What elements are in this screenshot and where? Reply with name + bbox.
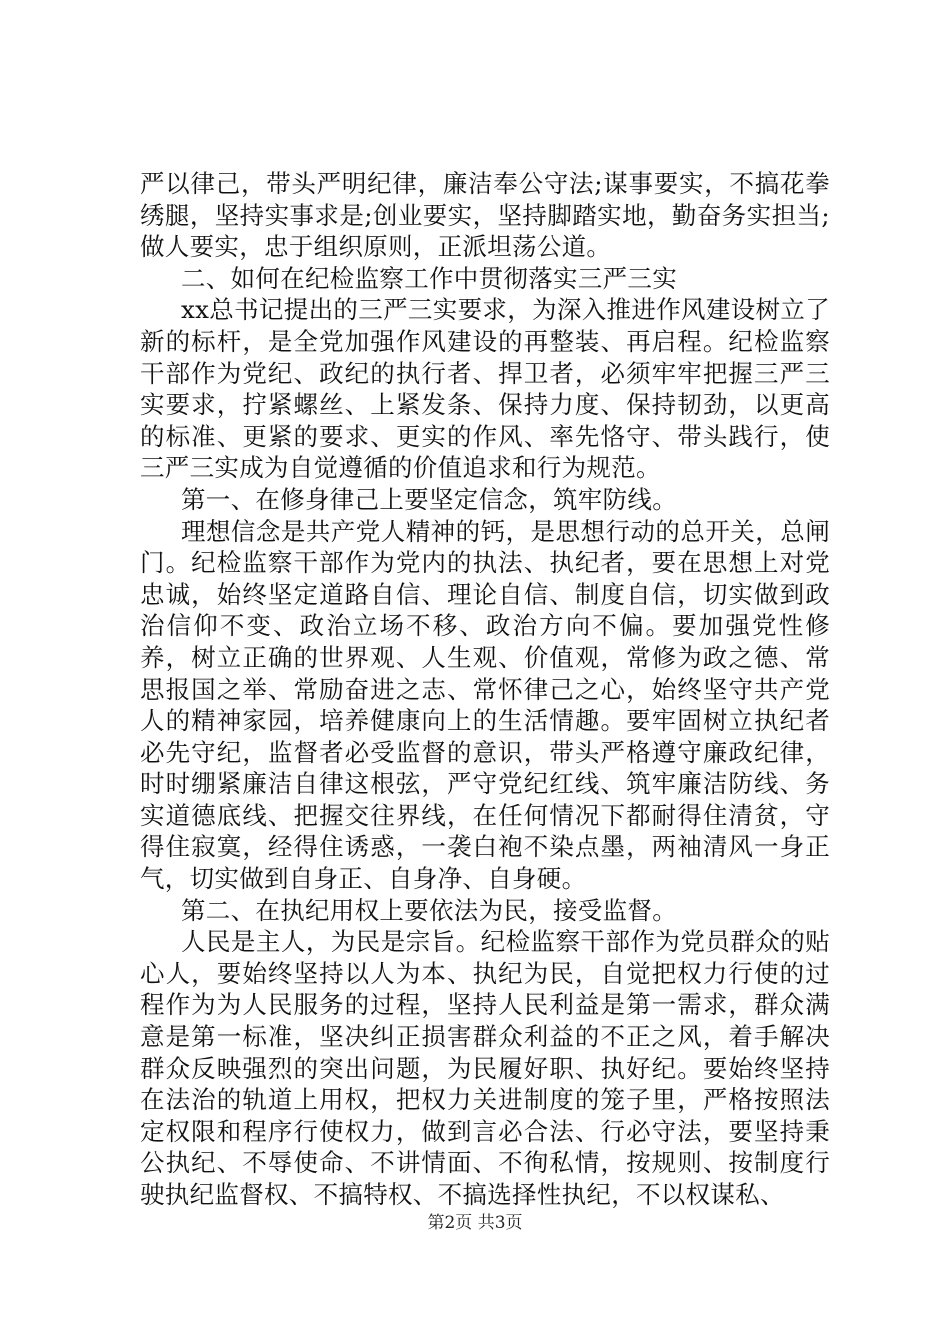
- paragraph-continuation: 严以律己，带头严明纪律，廉洁奉公守法;谋事要实，不搞花拳绣腿，坚持实事求是;创业要实，坚持脚踏实地，勤奋务实担当;做人要实，忠于组织原则，正派坦荡公道。: [140, 169, 830, 262]
- paragraph-intro: xx总书记提出的三严三实要求，为深入推进作风建设树立了新的标杆，是全党加强作风建设的再整装、再启程。纪检监察干部作为党纪、政纪的执行者、捍卫者，必须牢牢把握三严三实要求，拧紧螺丝、上紧发条、保持力度、保持韧劲，以更高的标准、更紧的要求、更实的作风、率先恪守、带头践行，使三严三实成为自觉遵循的价值追求和行为规范。: [140, 295, 830, 483]
- paragraph-second-body: 人民是主人，为民是宗旨。纪检监察干部作为党员群众的贴心人，要始终坚持以人为本、执纪为民，自觉把权力行使的过程作为为人民服务的过程，坚持人民利益是第一需求，群众满意是第一标准，坚决纠正损害群众利益的不正之风，着手解决群众反映强烈的突出问题，为民履好职、执好纪。要始终坚持在法治的轨道上用权，把权力关进制度的笼子里，严格按照法定权限和程序行使权力，做到言必合法、行必守法，要坚持秉公执纪、不辱使命、不讲情面、不徇私情，按规则、按制度行驶执纪监督权、不搞特权、不搞选择性执纪，不以权谋私、: [140, 927, 830, 1209]
- subheading-second: 第二、在执纪用权上要依法为民，接受监督。: [181, 895, 677, 925]
- page-footer: 第2页 共3页: [427, 1213, 523, 1233]
- subheading-first: 第一、在修身律己上要坚定信念，筑牢防线。: [181, 484, 677, 514]
- document-body: [140, 168, 830, 1211]
- paragraph-first-body: 理想信念是共产党人精神的钙，是思想行动的总开关，总闸门。纪检监察干部作为党内的执法、执纪者，要在思想上对党忠诚，始终坚定道路自信、理论自信、制度自信，切实做到政治信仰不变、政治立场不移、政治方向不偏。要加强党性修养，树立正确的世界观、人生观、价值观，常修为政之德、常思报国之举、常励奋进之志、常怀律己之心，始终坚守共产党人的精神家园，培养健康向上的生活情趣。要牢固树立执纪者必先守纪，监督者必受监督的意识，带头严格遵守廉政纪律，时时绷紧廉洁自律这根弦，严守党纪红线、筑牢廉洁防线、务实道德底线、把握交往界线，在任何情况下都耐得住清贫，守得住寂寞，经得住诱惑，一袭白袍不染点墨，两袖清风一身正气，切实做到自身正、自身净、自身硬。: [140, 516, 830, 894]
- section-heading: 二、如何在纪检监察工作中贯彻落实三严三实: [181, 263, 677, 293]
